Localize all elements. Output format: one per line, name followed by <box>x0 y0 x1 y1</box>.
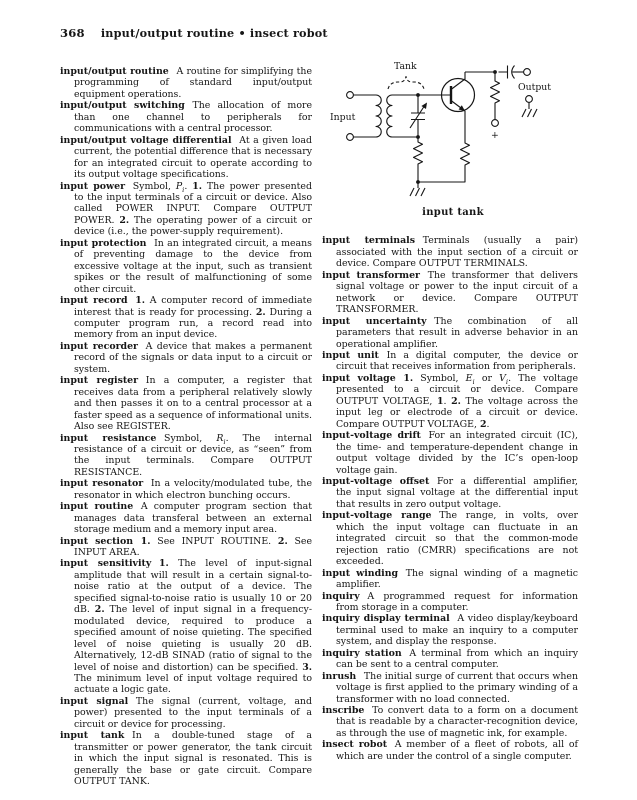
entry-term: input unit <box>322 349 379 361</box>
figure-caption: input tank <box>422 207 484 218</box>
dictionary-entry <box>60 558 312 695</box>
junction-dots <box>416 70 497 184</box>
dictionary-entry <box>60 478 312 501</box>
entry-term: input routine <box>60 501 134 513</box>
term-separator <box>421 430 429 441</box>
entry-term: inquiry display terminal <box>322 613 450 625</box>
ground-symbol-left <box>410 182 425 196</box>
entry-definition: In an integrated circuit, a means of preventing damage to the device from excessive voltage at the input, such as transient spikes or the result of malfunctioning of some other circuit. <box>74 237 312 295</box>
coupling-capacitor <box>499 66 531 79</box>
entry-definition: A device that makes a permanent record of the signals or data input to a circuit or system. <box>74 340 312 375</box>
entry-definition: 1. A computer record of immediate interest that is ready for processing. 2. During a computer program run, a record read into memory from an input device. <box>74 295 312 341</box>
entry-term: input signal <box>60 695 129 707</box>
term-separator <box>125 181 133 192</box>
entry-term: input tank <box>60 730 125 742</box>
npn-transistor <box>442 72 475 112</box>
entry-term: inscribe <box>322 705 365 717</box>
plus-label: + <box>491 130 499 141</box>
entry-term: input-voltage offset <box>322 475 430 487</box>
dictionary-entry <box>322 350 578 373</box>
entry-definition: 1. Symbol, $E_i$ or $V_i$. The voltage presented to a circuit or device. Compare OUTPUT VOLTAGE, 1. 2. The voltage across the input leg or electrode of a circuit or device. Compare OUTPUT VOLTAGE, 2. <box>336 372 578 430</box>
dictionary-entry <box>322 739 578 762</box>
entry-definition: At a given load current, the potential difference that is necessary for an integrated circuit to operate according to its output voltage specifications. <box>74 134 312 181</box>
entry-definition: 1. See INPUT ROUTINE. 2. See INPUT AREA. <box>74 535 312 559</box>
dictionary-entry <box>60 501 312 535</box>
entry-definition: In a digital computer, the device or circuit that receives information from peripherals. <box>336 349 578 373</box>
tank-brace <box>388 77 424 90</box>
page-number: 368 <box>60 26 85 40</box>
entry-definition: To convert data to a form on a document that is readable by a character-recognition device, as through the use of magnetic ink, for example. <box>336 705 578 739</box>
entry-definition: Symbol, $R_i$. The internal resistance of a circuit or device, as “seen” from the input terminals. Compare OUTPUT RESISTANCE. <box>74 432 312 478</box>
dictionary-entry <box>60 696 312 730</box>
dictionary-entry <box>60 433 312 479</box>
dictionary-entry <box>322 235 578 269</box>
entry-definition: In a velocity/modulated tube, the resonator in which electron bunching occurs. <box>74 478 312 501</box>
entry-definition: 1. The level of input-signal amplitude that will result in a certain signal-to-noise ratio at the output of a device. The specified signal-to-noise ratio is usually 10 or 20 dB. 2. The level of input signal in a frequency-modulated device, required to produce a specified amount of noise quieting. The specified level of noise quieting is usually 20 dB. Alternatively, 12-dB SINAD (ratio of signal to the level of noise and distortion) can be specified. 3. The minimum level of input voltage required to actuate a logic gate. <box>74 558 312 696</box>
dictionary-entry <box>60 375 312 432</box>
input-transformer <box>376 95 392 137</box>
input-label: Input <box>330 112 356 123</box>
term-separator <box>356 671 364 682</box>
dictionary-entry <box>322 373 578 430</box>
entry-definition: The transformer that delivers signal voltage or power to the input circuit of a network or device. Compare OUTPUT TRANSFORMER. <box>336 269 578 316</box>
left-column <box>60 66 312 788</box>
right-column-entries <box>322 235 578 762</box>
dictionary-entry <box>322 270 578 316</box>
term-separator <box>128 696 136 707</box>
entry-term: inquiry <box>322 590 360 602</box>
entry-term: input-voltage drift <box>322 430 421 442</box>
entry-term: input resistance <box>60 432 157 444</box>
entry-definition: The initial surge of current that occurs when voltage is first applied to the primary winding of a transformer with no load connected. <box>336 670 578 705</box>
dictionary-entry <box>322 568 578 591</box>
term-separator <box>415 235 423 246</box>
entry-term: input recorder <box>60 340 138 352</box>
term-separator <box>364 705 372 716</box>
dictionary-entry <box>322 430 578 476</box>
entry-definition: In a double-tuned stage of a transmitter or power generator, the tank circuit in which the input signal is resonated. This is generally the base or gate circuit. Compare OUTPUT TANK. <box>74 730 312 788</box>
term-separator <box>398 568 406 579</box>
entry-term: inrush <box>322 670 357 682</box>
term-separator <box>133 536 141 547</box>
term-separator <box>138 375 146 386</box>
entry-definition: For a differential amplifier, the input signal voltage at the differential input that results in zero output voltage. <box>336 475 578 510</box>
term-separator <box>429 476 437 487</box>
left-column-entries <box>60 66 312 788</box>
entry-term: input terminals <box>322 235 416 247</box>
dictionary-entry <box>322 510 578 567</box>
supply-resistor <box>491 72 500 126</box>
entry-definition: A programmed request for information from storage in a computer. <box>336 590 578 613</box>
term-separator <box>133 501 141 512</box>
dictionary-entry <box>60 66 312 100</box>
entry-term: input section <box>60 535 134 547</box>
dictionary-entry <box>60 730 312 787</box>
entry-definition: Terminals (usually a pair) associated with the input section of a circuit or device. Compare OUTPUT TERMINALS. <box>336 235 578 270</box>
dictionary-entry <box>322 671 578 705</box>
output-label: Output <box>518 82 552 93</box>
entry-definition: The signal (current, voltage, and power) presented to the input terminals of a circuit or device for processing. <box>74 695 312 730</box>
entry-definition: A member of a fleet of robots, all of which are under the control of a single computer. <box>336 739 578 762</box>
term-separator <box>151 558 159 569</box>
dictionary-entry <box>322 476 578 510</box>
term-separator <box>146 238 154 249</box>
dictionary-entry <box>60 295 312 341</box>
entry-term: input winding <box>322 567 399 579</box>
entry-term: input resonator <box>60 478 144 490</box>
entry-term: input voltage <box>322 372 396 384</box>
entry-definition: The range, in volts, over which the input voltage can fluctuate in an integrated circuit so that the common-mode rejection ratio (CMRR) specifications are not exceeded. <box>336 510 578 568</box>
emitter-resistor <box>418 111 470 182</box>
entry-definition: In a computer, a register that receives data from a peripheral relatively slowly and then passes it on to a central processor at a faster speed as a sequence of informational units. Also see REGISTER. <box>74 375 312 433</box>
tank-label: Tank <box>394 61 417 72</box>
term-separator <box>156 433 164 444</box>
entry-definition: A terminal from which an inquiry can be sent to a central computer. <box>336 647 579 671</box>
tank-resistor <box>414 137 423 182</box>
entry-definition: The allocation of more than one channel to peripherals for communications with a central processor. <box>74 100 312 135</box>
term-separator <box>420 270 428 281</box>
dictionary-entry <box>60 100 312 134</box>
input-tank-circuit-diagram <box>328 55 578 201</box>
entry-term: input register <box>60 375 139 387</box>
dictionary-entry <box>60 181 312 238</box>
entry-definition: For an integrated circuit (IC), the time- and temperature-dependent change in output voltage divided by the IC’s open-loop voltage gain. <box>336 430 578 476</box>
dictionary-entry <box>60 135 312 181</box>
entry-definition: A computer program section that manages data transferal between an external storage medium and a memory input area. <box>74 501 312 536</box>
entry-term: input power <box>60 180 126 192</box>
entry-definition: A video display/keyboard terminal used to make an inquiry to a computer system, and display the response. <box>336 613 578 648</box>
dictionary-entry <box>322 591 578 614</box>
right-column <box>322 55 578 762</box>
entry-term: input record <box>60 295 128 307</box>
entry-term: insect robot <box>322 739 388 751</box>
entry-term: input sensitivity <box>60 558 152 570</box>
term-separator <box>387 739 395 750</box>
term-separator <box>143 478 151 489</box>
entry-term: input transformer <box>322 269 420 281</box>
dictionary-entry <box>322 613 578 647</box>
dictionary-entry <box>322 648 578 671</box>
term-separator <box>379 350 387 361</box>
dictionary-entry <box>60 536 312 559</box>
entry-definition: The combination of all parameters that result in adverse behavior in an operational amplifier. <box>336 315 578 350</box>
entry-term: input-voltage range <box>322 510 432 522</box>
entry-term: inquiry station <box>322 647 402 659</box>
entry-term: input/output routine <box>60 66 169 77</box>
entry-term: input/output voltage differential <box>60 134 232 146</box>
dictionary-entry <box>322 705 578 739</box>
input-tank-figure <box>328 55 578 218</box>
entry-term: input uncertainty <box>322 315 427 327</box>
dictionary-entry <box>322 316 578 350</box>
term-separator <box>124 730 132 741</box>
term-separator <box>138 341 146 352</box>
entry-definition: Symbol, $P_i$. 1. The power presented to the input terminals of a circuit or device. Also called POWER INPUT. Compare OUTPUT POWER. 2. The operating power of a circuit or device (i.e., the power-supply requirement). <box>74 180 312 238</box>
page-header <box>60 26 580 40</box>
entry-definition: A routine for simplifying the programming of standard input/output equipment operations. <box>74 66 312 100</box>
entry-term: input protection <box>60 237 147 249</box>
entry-definition: The signal winding of a magnetic amplifier. <box>336 567 578 591</box>
entry-term: input/output switching <box>60 100 185 112</box>
dictionary-entry <box>60 238 312 295</box>
variable-capacitor <box>410 95 427 137</box>
output-ground-terminal <box>522 96 537 117</box>
running-head: input/output routine • insect robot <box>100 26 328 40</box>
dictionary-entry <box>60 341 312 375</box>
